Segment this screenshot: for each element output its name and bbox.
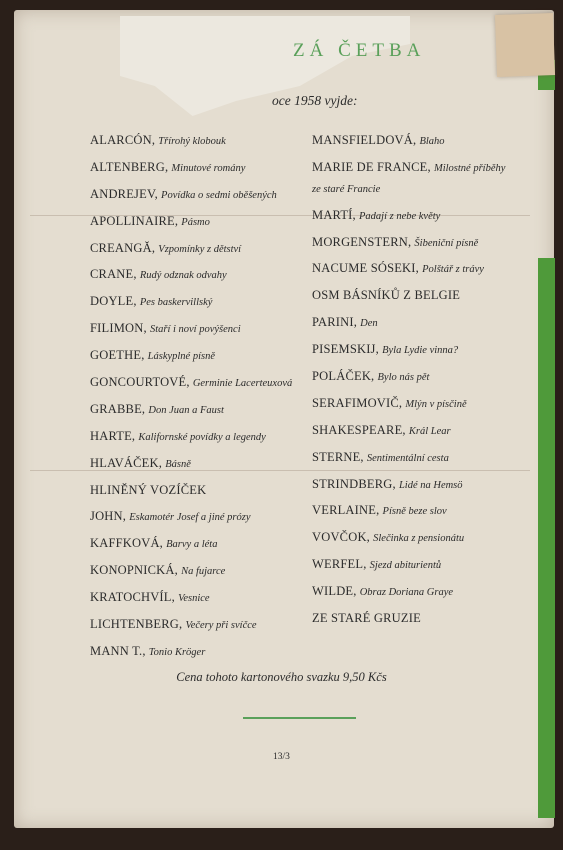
book-author: ZE STARÉ GRUZIE xyxy=(312,611,421,626)
book-entry xyxy=(312,503,505,530)
book-title: Básně xyxy=(165,458,191,470)
book-author: KRATOCHVÍL, xyxy=(90,590,175,605)
book-title: Staří i noví povýšenci xyxy=(149,324,241,336)
book-title: Sentimentální cesta xyxy=(366,452,449,464)
book-entry xyxy=(312,288,505,315)
book-author: LICHTENBERG, xyxy=(90,617,183,632)
book-author: VERLAINE, xyxy=(312,503,380,518)
book-entry xyxy=(312,396,505,423)
book-author: APOLLINAIRE, xyxy=(90,213,179,228)
book-entry xyxy=(90,617,292,644)
book-entry xyxy=(90,402,292,429)
book-author: NACUME SÓSEKI, xyxy=(312,261,419,276)
book-title: Pes baskervillský xyxy=(139,297,213,309)
book-entry xyxy=(312,557,505,584)
book-author: CRANE, xyxy=(90,267,137,282)
book-entry xyxy=(312,181,505,208)
book-title: Král Lear xyxy=(408,425,451,437)
book-author: ALARCÓN, xyxy=(90,133,156,147)
price-note: Cena tohoto kartonového svazku 9,50 Kčs xyxy=(176,670,387,684)
book-author: VOVČOK, xyxy=(312,530,370,545)
book-entry xyxy=(90,536,292,563)
book-title: Lidé na Hemsö xyxy=(398,479,463,491)
book-title: Milostné příběhy xyxy=(433,162,506,174)
book-author: OSM BÁSNÍKŮ Z BELGIE xyxy=(312,288,461,303)
book-title: Mlýn v písčině xyxy=(405,398,467,410)
book-author: KONOPNICKÁ, xyxy=(90,563,178,578)
book-entry xyxy=(312,477,505,504)
book-entry xyxy=(312,369,505,396)
book-title: Don Juan a Faust xyxy=(148,404,224,416)
book-author: HLINĚNÝ VOZÍČEK xyxy=(90,482,207,497)
book-author: STERNE, xyxy=(312,449,364,464)
book-title: Písně beze slov xyxy=(382,506,447,518)
book-author: PARINI, xyxy=(312,315,358,330)
book-title: Kalifornské povídky a legendy xyxy=(138,431,266,443)
book-author: DOYLE, xyxy=(90,294,137,309)
book-entry xyxy=(312,315,505,342)
book-entry xyxy=(90,348,292,375)
book-entry xyxy=(90,294,292,321)
book-title: Třírohý klobouk xyxy=(158,136,226,147)
book-author: JOHN, xyxy=(90,509,127,524)
book-author: MARTÍ, xyxy=(312,207,356,222)
book-author: WILDE, xyxy=(312,584,357,599)
book-entry xyxy=(312,530,505,557)
book-title: Rudý odznak odvahy xyxy=(139,270,227,282)
book-entry xyxy=(90,321,292,348)
book-author: HLAVÁČEK, xyxy=(90,455,163,470)
book-entry xyxy=(312,423,505,450)
book-title: Padají z nebe květy xyxy=(358,210,441,222)
book-title: Povídka o sedmi oběšených xyxy=(161,189,277,201)
book-entry xyxy=(90,375,292,402)
book-title: ze staré Francie xyxy=(312,183,381,195)
book-entry xyxy=(90,187,292,214)
book-entry xyxy=(312,208,505,235)
book-title: Šibeniční písně xyxy=(414,237,479,249)
book-entry xyxy=(90,483,292,510)
book-title: Blaho xyxy=(419,136,445,147)
book-title: Vzpomínky z dětství xyxy=(158,243,242,255)
book-author: WERFEL, xyxy=(312,557,367,572)
book-title: Slečinka z pensionátu xyxy=(373,533,465,545)
book-author: MARIE DE FRANCE, xyxy=(312,159,431,174)
book-author: ANDREJEV, xyxy=(90,186,158,201)
book-author: SERAFIMOVIČ, xyxy=(312,395,403,410)
book-author: MORGENSTERN, xyxy=(312,234,412,249)
book-entry xyxy=(312,584,505,611)
book-title: Vesnice xyxy=(178,593,210,605)
book-author: CREANGĂ, xyxy=(90,240,156,255)
book-author: STRINDBERG, xyxy=(312,476,396,491)
book-entry xyxy=(312,450,505,477)
book-entry xyxy=(90,214,292,241)
book-author: SHAKESPEARE, xyxy=(312,422,406,437)
book-entry xyxy=(90,160,292,187)
book-title: Byla Lydie vinna? xyxy=(382,345,459,357)
book-entry xyxy=(90,456,292,483)
left-book-list xyxy=(90,133,292,671)
book-entry xyxy=(312,342,505,369)
book-author: MANSFIELDOVÁ, xyxy=(312,133,417,147)
book-entry xyxy=(90,590,292,617)
series-title: ZÁ ČETBA xyxy=(293,40,426,61)
book-title: Sjezd abiturientů xyxy=(369,560,442,572)
book-entry xyxy=(90,644,292,671)
book-title: Pásmo xyxy=(181,216,210,228)
book-entry xyxy=(90,563,292,590)
book-entry xyxy=(312,611,505,638)
print-code: 13/3 xyxy=(273,752,290,762)
book-title: Obraz Doriana Graye xyxy=(359,587,454,599)
book-title: Eskamotér Josef a jiné prózy xyxy=(129,512,251,524)
book-title: Večery při svíčce xyxy=(185,620,257,632)
book-entry xyxy=(90,133,292,160)
book-entry xyxy=(90,509,292,536)
book-author: ALTENBERG, xyxy=(90,159,169,174)
book-title: Láskyplné písně xyxy=(147,351,216,363)
book-entry xyxy=(90,429,292,456)
book-title: Barvy a léta xyxy=(166,539,218,551)
book-entry xyxy=(312,261,505,288)
book-author: GRABBE, xyxy=(90,401,146,416)
green-spine-strip xyxy=(538,258,555,818)
green-divider xyxy=(243,717,356,719)
book-author: PISEMSKIJ, xyxy=(312,342,379,357)
book-title: Polštář z trávy xyxy=(422,264,484,276)
book-title: Minutové romány xyxy=(171,162,246,174)
book-title: Bylo nás pět xyxy=(377,372,430,384)
book-entry xyxy=(90,241,292,268)
book-author: FILIMON, xyxy=(90,321,147,336)
book-author: POLÁČEK, xyxy=(312,369,375,384)
book-author: MANN T., xyxy=(90,643,146,658)
right-book-list xyxy=(312,133,505,638)
book-author: HARTE, xyxy=(90,428,136,443)
book-title: Na fujarce xyxy=(181,566,226,578)
book-entry xyxy=(90,267,292,294)
book-title: Germinie Lacerteuxová xyxy=(192,378,293,390)
tape-patch xyxy=(495,13,555,77)
book-author: GONCOURTOVÉ, xyxy=(90,375,190,390)
list-intro: oce 1958 vyjde: xyxy=(272,93,358,108)
book-entry xyxy=(312,235,505,262)
book-author: KAFFKOVÁ, xyxy=(90,536,163,551)
book-title: Tonio Kröger xyxy=(148,646,206,658)
book-entry xyxy=(312,133,505,160)
book-author: GOETHE, xyxy=(90,348,145,363)
book-title: Den xyxy=(360,318,378,330)
